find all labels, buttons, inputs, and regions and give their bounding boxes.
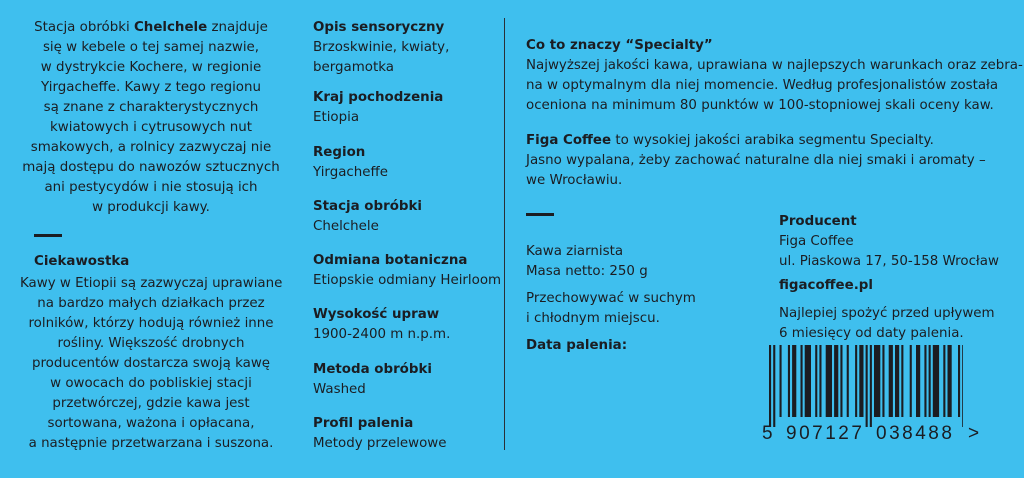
attr-process bbox=[313, 360, 432, 400]
barcode-bar bbox=[889, 345, 893, 417]
intro-line: są znane z charakterystycznych bbox=[43, 100, 259, 115]
intro-line: Stacja obróbki Chelchele znajduje bbox=[34, 20, 268, 35]
barcode-bar bbox=[801, 345, 803, 417]
attr-label: Stacja obróbki bbox=[313, 199, 422, 214]
barcode-bar bbox=[819, 345, 821, 417]
attr-station bbox=[313, 197, 422, 237]
barcode-bar bbox=[929, 345, 931, 417]
attr-region bbox=[313, 143, 388, 183]
attr-value: Metody przelewowe bbox=[313, 436, 447, 451]
attr-roast-profile bbox=[313, 414, 446, 454]
product-info bbox=[526, 242, 648, 282]
barcode-bar bbox=[943, 345, 945, 417]
trivia-line: a następnie przetwarzana i suszona. bbox=[28, 436, 274, 451]
roast-date-label: Data palenia: bbox=[526, 338, 628, 353]
barcode-bar bbox=[792, 345, 796, 417]
barcode-bar bbox=[826, 345, 832, 417]
attr-value: Chelchele bbox=[313, 219, 379, 234]
barcode-digit-first: 5 bbox=[762, 423, 776, 444]
trivia-text bbox=[20, 274, 282, 454]
specialty-line: na w optymalnym dla niej momencie. Według profesjonalistów została bbox=[526, 78, 999, 93]
barcode-bar bbox=[788, 345, 790, 417]
brand-line: we Wrocławiu. bbox=[526, 173, 623, 188]
barcode-bar bbox=[924, 345, 926, 417]
trivia-line: Kawy w Etiopii są zazwyczaj uprawiane bbox=[20, 276, 283, 291]
barcode-bar bbox=[958, 345, 960, 417]
attr-label: Profil palenia bbox=[313, 416, 414, 431]
storage-line: i chłodnym miejscu. bbox=[526, 311, 660, 326]
product-weight: Masa netto: 250 g bbox=[526, 264, 648, 279]
barcode-bar bbox=[933, 345, 939, 417]
specialty-line: oceniona na minimum 80 punktów w 100-stopniowej skali oceny kaw. bbox=[526, 98, 994, 113]
attr-label: Opis sensoryczny bbox=[313, 20, 445, 35]
producer-heading: Producent bbox=[779, 214, 857, 229]
storage-info bbox=[526, 289, 696, 329]
barcode-bar bbox=[916, 345, 920, 417]
intro-line: w produkcji kawy. bbox=[92, 200, 210, 215]
barcode-digits-right: 038488 bbox=[876, 423, 955, 444]
barcode-bar bbox=[874, 345, 880, 417]
barcode-bar bbox=[910, 345, 912, 417]
divider-dash bbox=[34, 234, 62, 237]
barcode-bar bbox=[855, 345, 857, 417]
barcode-bar bbox=[895, 345, 899, 417]
barcode-bar bbox=[859, 345, 863, 417]
attr-sensory bbox=[313, 18, 449, 78]
attr-altitude bbox=[313, 305, 450, 345]
attr-label: Wysokość upraw bbox=[313, 307, 440, 322]
column-divider bbox=[504, 18, 505, 450]
station-name: Chelchele bbox=[133, 20, 208, 35]
trivia-line: sortowana, ważona i opłacana, bbox=[47, 416, 255, 431]
attr-value: bergamotka bbox=[313, 60, 394, 75]
trivia-section bbox=[34, 252, 129, 272]
trivia-line: producentów dostarcza swoją kawę bbox=[31, 356, 271, 371]
barcode-bar bbox=[840, 345, 842, 417]
intro-line: w dystrykcie Kochere, w regionie bbox=[40, 60, 262, 75]
attr-label: Metoda obróbki bbox=[313, 362, 432, 377]
barcode-bar bbox=[805, 345, 811, 417]
barcode-bar bbox=[769, 345, 771, 427]
website-link[interactable]: figacoffee.pl bbox=[779, 278, 873, 293]
specialty-line: Najwyższej jakości kawa, uprawiana w najlepszych warunkach oraz zebra- bbox=[526, 58, 1023, 73]
best-before bbox=[779, 304, 995, 344]
attr-value: Brzoskwinie, kwiaty, bbox=[313, 40, 450, 55]
barcode bbox=[763, 345, 963, 427]
producer-section bbox=[779, 212, 999, 272]
best-before-line: 6 miesięcy od daty palenia. bbox=[779, 326, 964, 341]
product-type: Kawa ziarnista bbox=[526, 244, 624, 259]
trivia-heading: Ciekawostka bbox=[34, 254, 130, 269]
barcode-bar bbox=[962, 345, 963, 427]
barcode-bar bbox=[870, 345, 872, 427]
producer-name: Figa Coffee bbox=[779, 234, 854, 249]
storage-line: Przechowywać w suchym bbox=[526, 291, 696, 306]
trivia-line: na bardzo małych działkach przez bbox=[37, 296, 265, 311]
barcode-bar bbox=[815, 345, 817, 417]
intro-line: kwiatowych i cytrusowych nut bbox=[50, 120, 252, 135]
trivia-line: rolników, którzy hodują również inne bbox=[28, 316, 274, 331]
barcode-end-mark: > bbox=[968, 423, 982, 444]
barcode-bar bbox=[901, 345, 903, 417]
barcode-bar bbox=[948, 345, 952, 417]
best-before-line: Najlepiej spożyć przed upływem bbox=[779, 306, 995, 321]
barcode-digits-left: 907127 bbox=[786, 423, 865, 444]
attr-country bbox=[313, 88, 443, 128]
intro-line: się w kebele o tej samej nazwie, bbox=[42, 40, 260, 55]
specialty-section bbox=[526, 36, 1023, 116]
barcode-bar bbox=[866, 345, 868, 427]
specialty-heading: Co to znaczy “Specialty” bbox=[526, 38, 713, 53]
barcode-bar bbox=[882, 345, 884, 417]
intro-line: mają dostępu do nawozów sztucznych bbox=[22, 160, 280, 175]
trivia-line: w owocach do pobliskiej stacji bbox=[50, 376, 252, 391]
divider-dash bbox=[526, 213, 554, 216]
barcode-bar bbox=[847, 345, 849, 417]
brand-line: Jasno wypalana, żeby zachować naturalne dla niej smaki i aromaty – bbox=[526, 153, 986, 168]
barcode-bar bbox=[773, 345, 775, 427]
origin-description bbox=[20, 18, 282, 218]
producer-address: ul. Piaskowa 17, 50-158 Wrocław bbox=[779, 254, 999, 269]
attr-value: 1900-2400 m n.p.m. bbox=[313, 327, 451, 342]
brand-line: Figa Coffee to wysokiej jakości arabika segmentu Specialty. bbox=[526, 133, 934, 148]
trivia-line: rośliny. Większość drobnych bbox=[57, 336, 245, 351]
brand-section bbox=[526, 131, 986, 191]
barcode-bar bbox=[834, 345, 838, 417]
intro-line: ani pestycydów i nie stosują ich bbox=[44, 180, 258, 195]
intro-line: smakowych, a rolnicy zazwyczaj nie bbox=[30, 140, 272, 155]
attr-value: Washed bbox=[313, 382, 366, 397]
barcode-bar bbox=[780, 345, 782, 417]
attr-label: Region bbox=[313, 145, 366, 160]
attr-value: Etiopia bbox=[313, 110, 360, 125]
attr-label: Kraj pochodzenia bbox=[313, 90, 444, 105]
attr-value: Etiopskie odmiany Heirloom bbox=[313, 273, 502, 288]
attr-value: Yirgacheffe bbox=[313, 165, 388, 180]
intro-line: Yirgacheffe. Kawy z tego regionu bbox=[41, 80, 261, 95]
attr-variety bbox=[313, 251, 501, 291]
attr-label: Odmiana botaniczna bbox=[313, 253, 468, 268]
brand-name: Figa Coffee bbox=[526, 133, 612, 148]
trivia-line: przetwórczej, gdzie kawa jest bbox=[52, 396, 250, 411]
